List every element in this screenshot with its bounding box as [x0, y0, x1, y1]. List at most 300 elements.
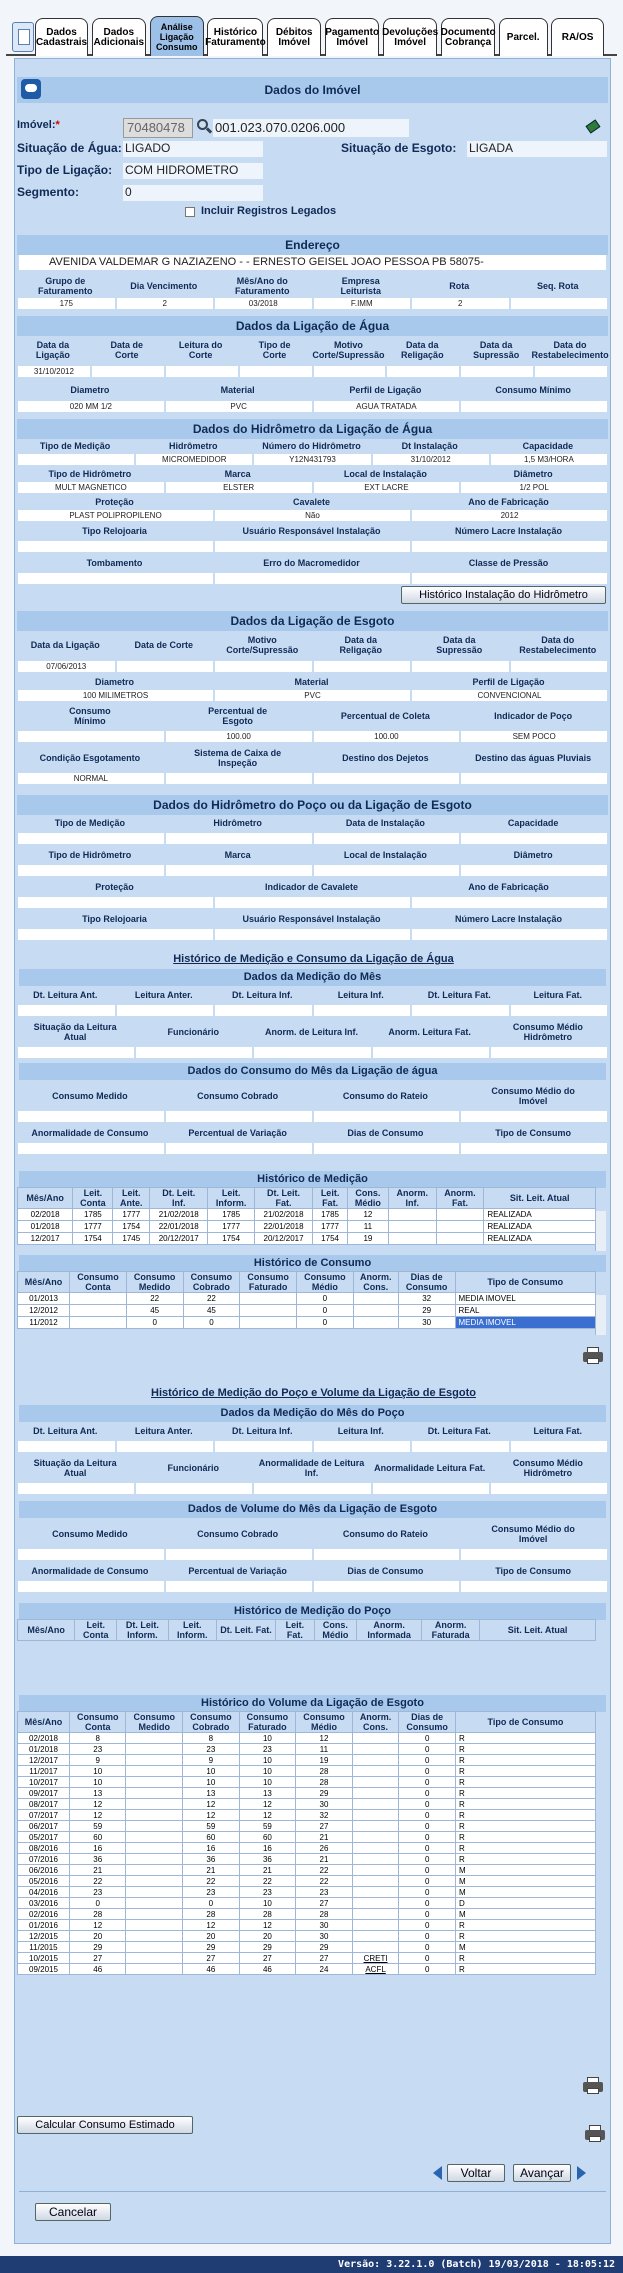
hidro-poco-v1-0	[18, 833, 164, 844]
hist-volume-cell	[352, 1810, 399, 1821]
lig-esgoto-h1-5: Data do Restabelecimento	[519, 635, 597, 655]
tab-8[interactable]: Documento Cobrança	[441, 18, 496, 56]
hist-volume-cell	[126, 1898, 183, 1909]
table-row[interactable]	[18, 1887, 596, 1898]
hist-medicao-scrollbar[interactable]	[595, 1211, 606, 1251]
hist-volume-cell: 09/2017	[18, 1788, 70, 1799]
hist-volume-cell: 16	[239, 1843, 296, 1854]
hidro-agua-h2-2: Local de Instalação	[343, 469, 427, 479]
hist-volume-cell: M	[455, 1909, 595, 1920]
med-poco-v2-2	[254, 1483, 370, 1494]
lig-agua-h1-2: Leitura do Corte	[178, 340, 223, 360]
hist-volume-cell: 29	[183, 1942, 240, 1953]
table-row[interactable]	[18, 1766, 596, 1777]
fat-header-5: Seq. Rota	[536, 281, 579, 291]
hist-consumo-cell: 11/2012	[18, 1317, 70, 1329]
med-poco-v2-3	[373, 1483, 489, 1494]
hist-medicao-poco-col-9: Sit. Leit. Atual	[480, 1620, 596, 1641]
hist-volume-cell: 0	[399, 1832, 456, 1843]
table-row[interactable]	[18, 1942, 596, 1953]
lig-agua-v1-2	[166, 366, 238, 377]
cons-h2-2: Dias de Consumo	[347, 1128, 424, 1138]
table-row[interactable]	[18, 1733, 596, 1744]
tab-1[interactable]: Dados Cadastrais	[35, 18, 88, 56]
cons-v1-3	[461, 1111, 607, 1122]
hist-volume-cell: 22	[296, 1876, 353, 1887]
hist-medicao-cell: 12	[347, 1209, 388, 1221]
hist-agua-title: Histórico de Medição e Consumo da Ligação de Água	[173, 953, 454, 965]
lig-esgoto-h4-1: Sistema de Caixa de Inspeção	[194, 748, 282, 768]
hist-medicao-cell: 1777	[113, 1209, 150, 1221]
hist-volume-cell: 11	[296, 1744, 353, 1755]
hidro-agua-h2-3: Diâmetro	[513, 469, 553, 479]
hist-volume-cell: 59	[183, 1821, 240, 1832]
med-v1-0	[18, 1005, 115, 1016]
hidro-poco-h4-0: Tipo Relojoaria	[82, 914, 147, 924]
hist-volume-cell: 28	[239, 1909, 296, 1920]
hist-volume-cell: 23	[69, 1887, 126, 1898]
hist-volume-cell: 27	[296, 1898, 353, 1909]
hist-medicao-poco-col-1: Leit. Conta	[75, 1620, 117, 1641]
hist-volume-cell	[126, 1733, 183, 1744]
hist-volume-cell: R	[455, 1821, 595, 1832]
hist-consumo-cell: REAL	[455, 1305, 595, 1317]
hidro-agua-h1-2: Número do Hidrômetro	[262, 441, 361, 451]
lig-agua-v2-2: AGUA TRATADA	[314, 401, 460, 412]
hist-medicao-cell: 20/12/2017	[254, 1233, 312, 1245]
hidro-poco-h3-0: Proteção	[95, 882, 134, 892]
med-poco-v1-2	[215, 1441, 312, 1452]
hist-consumo-col-1: Consumo Conta	[70, 1272, 127, 1293]
vol-h1-1: Consumo Cobrado	[197, 1529, 279, 1539]
cons-h2-0: Anormalidade de Consumo	[31, 1128, 149, 1138]
hist-volume-cell: 24	[296, 1964, 353, 1975]
vol-v1-2	[314, 1549, 460, 1560]
hist-volume-cell: 11/2017	[18, 1766, 70, 1777]
hidro-agua-h3-0: Proteção	[95, 497, 134, 507]
document-icon[interactable]	[12, 22, 34, 52]
lig-agua-h1-3: Tipo de Corte	[258, 340, 291, 360]
med-v2-2	[254, 1047, 370, 1058]
table-row[interactable]	[18, 1964, 596, 1975]
med-poco-h1-5: Leitura Fat.	[533, 1426, 582, 1436]
hist-volume-cell: R	[455, 1843, 595, 1854]
tipo-ligacao-value: COM HIDROMETRO	[123, 163, 263, 179]
cancelar-button[interactable]: Cancelar	[35, 2203, 111, 2221]
tab-4[interactable]: Histórico Faturamento	[207, 18, 263, 56]
hidro-poco-h2-3: Diâmetro	[513, 850, 553, 860]
chat-icon[interactable]	[21, 79, 41, 99]
hist-volume-cell: 10	[239, 1777, 296, 1788]
table-row[interactable]	[18, 1221, 596, 1233]
hist-volume-col-1: Consumo Conta	[69, 1712, 126, 1733]
hist-medicao	[17, 1187, 596, 1245]
hist-medicao-cell: 1777	[313, 1221, 348, 1233]
hist-volume-cell: 36	[183, 1854, 240, 1865]
lig-agua-v1-0: 31/10/2012	[18, 366, 90, 377]
lig-esgoto-v2-1: PVC	[215, 690, 410, 701]
hidro-agua-v2-0: MULT MAGNETICO	[18, 482, 164, 493]
legados-label: Incluir Registros Legados	[201, 205, 337, 217]
hist-volume-cell: 10/2017	[18, 1777, 70, 1788]
lig-esgoto-h4-3: Destino das águas Pluviais	[475, 753, 592, 763]
table-row[interactable]	[18, 1788, 596, 1799]
hist-volume-cell: 0	[399, 1909, 456, 1920]
hc-header: Histórico de Consumo	[19, 1255, 606, 1272]
hist-medicao-cell: 19	[347, 1233, 388, 1245]
hidro-agua-v5-0	[18, 573, 213, 584]
hist-volume-cell: 10	[239, 1733, 296, 1744]
endereco-value: AVENIDA VALDEMAR G NAZIAZENO - - ERNESTO GEISEL JOAO PESSOA PB 58075-	[19, 255, 606, 270]
avancar-button[interactable]: Avançar	[513, 2164, 571, 2182]
hist-consumo-cell: 0	[183, 1317, 240, 1329]
med-h2-2: Anorm. de Leitura Inf.	[264, 1027, 358, 1037]
hist-volume-cell	[352, 1832, 399, 1843]
hist-consumo-cell: 0	[297, 1317, 354, 1329]
hist-volume-cell	[126, 1777, 183, 1788]
hist-medicao-cell: 1754	[73, 1233, 113, 1245]
hv-header: Histórico do Volume da Ligação de Esgoto	[19, 1695, 606, 1712]
hidro-poco-h1-1: Hidrômetro	[213, 818, 262, 828]
table-row[interactable]	[18, 1854, 596, 1865]
table-row[interactable]	[18, 1317, 596, 1329]
lig-esgoto-v4-2	[314, 773, 460, 784]
hist-volume-cell: 13	[183, 1788, 240, 1799]
hist-volume-cell: 10	[239, 1755, 296, 1766]
hist-volume-cell: 06/2016	[18, 1865, 70, 1876]
vol-v1-1	[166, 1549, 312, 1560]
lig-agua-h1-1: Data de Corte	[110, 340, 144, 360]
med-poco-h1-2: Dt. Leitura Inf.	[232, 1426, 293, 1436]
hist-volume-cell	[126, 1909, 183, 1920]
hist-volume-cell	[352, 1865, 399, 1876]
hist-volume-cell: 22	[296, 1865, 353, 1876]
hist-volume-cell: 28	[183, 1909, 240, 1920]
fat-value-2: 03/2018	[215, 298, 312, 309]
hist-consumo	[17, 1271, 596, 1329]
hist-volume-cell: 28	[69, 1909, 126, 1920]
lig-agua-h2-2: Perfil de Ligação	[349, 385, 422, 395]
back-arrow-icon[interactable]	[433, 2166, 442, 2180]
hist-volume-cell: 12	[183, 1810, 240, 1821]
table-row[interactable]	[18, 1865, 596, 1876]
version-footer: Versão: 3.22.1.0 (Batch) 19/03/2018 - 18:05:12	[0, 2256, 623, 2273]
hist-volume-cell	[126, 1788, 183, 1799]
lig-agua-h1-5: Data da Religação	[401, 340, 444, 360]
hist-consumo-cell: 0	[297, 1305, 354, 1317]
hidro-poco-v4-2	[412, 929, 607, 940]
historico-instalacao-button[interactable]: Histórico Instalação do Hidrômetro	[401, 586, 606, 604]
printer-icon[interactable]	[583, 2123, 607, 2143]
hist-volume-cell	[352, 1755, 399, 1766]
hist-volume-cell	[126, 1887, 183, 1898]
med-poco-h2-1: Funcionário	[167, 1463, 220, 1473]
search-icon[interactable]	[195, 118, 213, 136]
hidro-agua-v2-1: ELSTER	[166, 482, 312, 493]
hist-volume-cell: 32	[296, 1810, 353, 1821]
voltar-button[interactable]: Voltar	[447, 2164, 505, 2182]
med-v1-5	[511, 1005, 608, 1016]
hist-medicao-cell: 1785	[208, 1209, 255, 1221]
hist-consumo-cell: MEDIA IMOVEL	[455, 1293, 595, 1305]
hidro-poco-header: Dados do Hidrômetro do Poço ou da Ligação de Esgoto	[17, 795, 608, 815]
hidro-agua-v2-3: 1/2 POL	[461, 482, 607, 493]
med-h1-3: Leitura Inf.	[337, 990, 384, 1000]
hist-volume-cell: 12	[69, 1920, 126, 1931]
hist-volume-cell: 23	[239, 1744, 296, 1755]
hist-consumo-col-6: Anorm. Cons.	[353, 1272, 398, 1293]
lig-agua-v1-3	[240, 366, 312, 377]
hist-volume-cell: 0	[399, 1920, 456, 1931]
situacao-agua-label: Situação de Água:	[17, 141, 122, 155]
hist-volume-cell: R	[455, 1755, 595, 1766]
hist-volume-cell: 60	[69, 1832, 126, 1843]
fat-value-5	[511, 298, 608, 309]
table-row[interactable]	[18, 1931, 596, 1942]
hist-medicao-poco-header-row	[18, 1620, 596, 1641]
eraser-icon[interactable]	[585, 119, 601, 135]
fat-header-4: Rota	[449, 281, 470, 291]
hist-volume-cell: 12	[239, 1810, 296, 1821]
hist-consumo-cell: 45	[126, 1305, 183, 1317]
vol-v1-0	[18, 1549, 164, 1560]
table-row[interactable]	[18, 1293, 596, 1305]
hist-volume-cell: 0	[399, 1953, 456, 1964]
vol-h2-0: Anormalidade de Consumo	[31, 1566, 149, 1576]
lig-esgoto-h2-2: Perfil de Ligação	[472, 677, 545, 687]
cons-h1-3: Consumo Médio do Imóvel	[491, 1086, 575, 1106]
cons-v1-2	[314, 1111, 460, 1122]
hist-volume-cell: M	[455, 1865, 595, 1876]
vol-v2-0	[18, 1581, 164, 1592]
tab-5[interactable]: Débitos Imóvel	[267, 18, 322, 56]
hist-volume-cell: 0	[399, 1755, 456, 1766]
hist-medicao-col-9: Anorm. Fat.	[436, 1188, 484, 1209]
legados-checkbox[interactable]	[185, 207, 195, 217]
hist-volume-cell: 06/2017	[18, 1821, 70, 1832]
hist-medicao-cell: REALIZADA	[484, 1221, 596, 1233]
hidro-poco-h1-0: Tipo de Medição	[54, 818, 126, 828]
hist-medicao-cell: 02/2018	[18, 1209, 73, 1221]
tab-6[interactable]: Pagamento Imóvel	[325, 18, 380, 56]
lig-esgoto-v1-1	[117, 661, 214, 672]
med-poco-v1-0	[18, 1441, 115, 1452]
hist-volume-cell: 12	[69, 1810, 126, 1821]
table-row[interactable]	[18, 1876, 596, 1887]
hidro-agua-v2-2: EXT LACRE	[314, 482, 460, 493]
lig-esgoto-v2-0: 100 MILIMETROS	[18, 690, 213, 701]
tab-7[interactable]: Devoluções Imóvel	[383, 18, 438, 56]
hist-volume-cell: R	[455, 1832, 595, 1843]
hist-volume-cell: 0	[399, 1788, 456, 1799]
hidro-poco-v2-0	[18, 865, 164, 876]
hist-volume-cell: 0	[399, 1898, 456, 1909]
hidro-agua-v1-3: 31/10/2012	[373, 454, 489, 465]
med-poco-h1-0: Dt. Leitura Ant.	[33, 1426, 98, 1436]
hist-esgoto-title: Histórico de Medição do Poço e Volume da Ligação de Esgoto	[151, 1387, 476, 1399]
hist-volume-cell	[352, 1854, 399, 1865]
hist-medicao-poco-col-0: Mês/Ano	[18, 1620, 75, 1641]
segmento-value: 0	[123, 185, 263, 201]
hist-volume-cell	[352, 1942, 399, 1953]
hist-volume-cell: 23	[183, 1887, 240, 1898]
hidro-poco-h3-1: Indicador de Cavalete	[264, 882, 359, 892]
tab-10[interactable]: RA/OS	[551, 18, 604, 56]
med-h1-4: Dt. Leitura Fat.	[427, 990, 491, 1000]
lig-agua-h2-0: Diametro	[70, 385, 110, 395]
med-poco-h1-1: Leitura Anter.	[134, 1426, 193, 1436]
hist-volume-cell	[352, 1920, 399, 1931]
hidro-agua-v3-2: 2012	[412, 510, 607, 521]
hidro-agua-v4-1	[215, 541, 410, 552]
page-title: Dados do Imóvel	[17, 77, 608, 103]
cons-h1-2: Consumo do Rateio	[342, 1091, 428, 1101]
hist-medicao-poco-col-4: Dt. Leit. Fat.	[216, 1620, 275, 1641]
lig-esgoto-v3-2: 100.00	[314, 731, 460, 742]
hidro-agua-h4-2: Número Lacre Instalação	[454, 526, 563, 536]
table-row[interactable]	[18, 1832, 596, 1843]
imovel-input[interactable]: 70480478	[123, 118, 193, 138]
hist-volume-cell	[352, 1887, 399, 1898]
med-h1-1: Leitura Anter.	[134, 990, 193, 1000]
calcular-consumo-button[interactable]: Calcular Consumo Estimado	[17, 2116, 193, 2134]
hidro-agua-h4-1: Usuário Responsável Instalação	[242, 526, 381, 536]
med-poco-h2-0: Situação da Leitura Atual	[33, 1458, 117, 1478]
table-row[interactable]	[18, 1821, 596, 1832]
hidro-agua-v1-0	[18, 454, 134, 465]
tab-2[interactable]: Dados Adicionais	[92, 18, 147, 56]
table-row[interactable]	[18, 1909, 596, 1920]
hidro-agua-v4-0	[18, 541, 213, 552]
hist-volume-cell: 28	[296, 1766, 353, 1777]
table-row[interactable]	[18, 1755, 596, 1766]
hidro-poco-h1-2: Data de Instalação	[345, 818, 425, 828]
lig-agua-v1-5	[387, 366, 459, 377]
hist-volume-cell: R	[455, 1953, 595, 1964]
hist-consumo-cell	[70, 1317, 127, 1329]
hidro-agua-h1-0: Tipo de Medição	[39, 441, 111, 451]
hist-volume-cell: 11/2015	[18, 1942, 70, 1953]
med-v2-4	[491, 1047, 607, 1058]
forward-arrow-icon[interactable]	[577, 2166, 586, 2180]
lig-esgoto-h1-4: Data da Supressão	[436, 635, 483, 655]
hist-volume-cell: 0	[399, 1876, 456, 1887]
hist-volume-cell	[126, 1832, 183, 1843]
lig-agua-h2-1: Material	[220, 385, 255, 395]
lig-esgoto-v1-2	[215, 661, 312, 672]
med-poco-v1-4	[412, 1441, 509, 1452]
lig-esgoto-h2-0: Diametro	[94, 677, 134, 687]
hist-volume-cell	[352, 1744, 399, 1755]
table-row[interactable]	[18, 1920, 596, 1931]
hist-volume-cell: 0	[183, 1898, 240, 1909]
hist-consumo-scrollbar[interactable]	[595, 1295, 606, 1335]
hidro-agua-v5-1	[215, 573, 410, 584]
hist-volume-cell: R	[455, 1799, 595, 1810]
hist-volume-cell: 29	[239, 1942, 296, 1953]
printer-icon[interactable]	[581, 2075, 605, 2095]
hist-volume-cell: 28	[296, 1777, 353, 1788]
tab-9[interactable]: Parcel.	[499, 18, 548, 56]
table-row[interactable]	[18, 1744, 596, 1755]
table-row[interactable]	[18, 1305, 596, 1317]
hist-volume-cell	[352, 1788, 399, 1799]
hist-volume-cell: 0	[399, 1777, 456, 1788]
med-v1-1	[117, 1005, 214, 1016]
printer-icon[interactable]	[581, 1345, 605, 1365]
table-row[interactable]	[18, 1777, 596, 1788]
hist-volume-cell: 13	[239, 1788, 296, 1799]
cons-h1-0: Consumo Medido	[52, 1091, 128, 1101]
hidro-poco-v3-1	[215, 897, 410, 908]
hist-volume-cell: 21	[239, 1865, 296, 1876]
hidro-agua-v1-2: Y12N431793	[254, 454, 370, 465]
hist-volume-cell: 0	[399, 1854, 456, 1865]
hist-volume-cell: 10	[183, 1777, 240, 1788]
hidro-agua-v3-1: Não	[215, 510, 410, 521]
hist-volume-cell: 09/2015	[18, 1964, 70, 1975]
hist-volume-cell: 04/2016	[18, 1887, 70, 1898]
hist-volume-cell: 12	[239, 1799, 296, 1810]
hist-volume-cell	[352, 1733, 399, 1744]
hidro-poco-h4-1: Usuário Responsável Instalação	[242, 914, 381, 924]
hist-volume-cell: 16	[183, 1843, 240, 1854]
cons-v2-0	[18, 1143, 164, 1154]
hidro-poco-v4-0	[18, 929, 213, 940]
med-poco-header: Dados da Medição do Mês do Poço	[19, 1405, 606, 1422]
hist-volume-cell	[352, 1876, 399, 1887]
table-row[interactable]	[18, 1233, 596, 1245]
hist-volume-cell: R	[455, 1854, 595, 1865]
hist-volume-cell: M	[455, 1942, 595, 1953]
hist-volume-cell: 29	[296, 1788, 353, 1799]
med-poco-h2-4: Consumo Médio Hidrômetro	[512, 1458, 583, 1478]
table-row[interactable]	[18, 1843, 596, 1854]
vol-h2-3: Tipo de Consumo	[495, 1566, 572, 1576]
endereco-header: Endereço	[17, 235, 608, 255]
hist-consumo-cell	[240, 1305, 297, 1317]
hist-volume-cell: 05/2017	[18, 1832, 70, 1843]
table-row[interactable]	[18, 1898, 596, 1909]
hist-volume-cell: 46	[239, 1964, 296, 1975]
hist-volume-cell: 0	[399, 1942, 456, 1953]
table-row[interactable]	[18, 1799, 596, 1810]
table-row[interactable]	[18, 1953, 596, 1964]
lig-agua-v2-3	[461, 401, 607, 412]
hist-volume-cell: 21	[296, 1832, 353, 1843]
hist-consumo-cell: 22	[126, 1293, 183, 1305]
tab-3[interactable]: Análise Ligação Consumo	[150, 16, 205, 56]
hist-volume-cell	[126, 1854, 183, 1865]
hist-volume-cell	[126, 1953, 183, 1964]
hist-volume-col-2: Consumo Medido	[126, 1712, 183, 1733]
hist-volume-cell: R	[455, 1931, 595, 1942]
lig-esgoto-h1-0: Data da Ligação	[30, 640, 100, 650]
hidro-poco-v2-1	[166, 865, 312, 876]
hist-medicao-cell: 1777	[208, 1221, 255, 1233]
hist-volume-cell: 60	[183, 1832, 240, 1843]
table-row[interactable]	[18, 1810, 596, 1821]
hist-medicao-poco-col-6: Cons. Médio	[314, 1620, 356, 1641]
hist-medicao-cell: 12/2017	[18, 1233, 73, 1245]
hist-volume-cell: 01/2016	[18, 1920, 70, 1931]
hist-volume-cell: 23	[69, 1744, 126, 1755]
hidro-poco-v4-1	[215, 929, 410, 940]
hist-volume-col-0: Mês/Ano	[18, 1712, 70, 1733]
table-row[interactable]	[18, 1209, 596, 1221]
situacao-esgoto-label: Situação de Esgoto:	[341, 141, 457, 155]
hist-volume-cell: 29	[296, 1942, 353, 1953]
